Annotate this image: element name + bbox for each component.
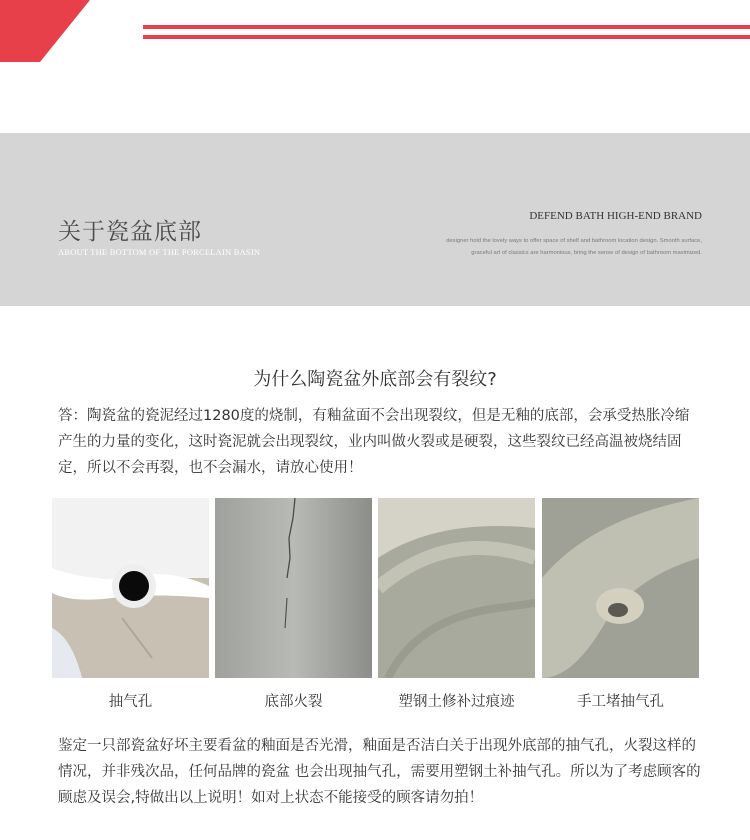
- brand-name: DEFEND BATH HIGH-END BRAND: [529, 210, 702, 222]
- photo-caption: 底部火裂: [264, 694, 323, 710]
- disclaimer-note: 鉴定一只部瓷盆好坏主要看盆的釉面是否光滑，釉面是否洁白关于出现外底部的抽气孔，火裂这样的情况，并非残次品，任何品牌的瓷盆 也会出现抽气孔，需要用塑钢土补抽气孔。所以为了考虑顾客的顾虑及误会,特做出以上说明！如对上状态不能接受的顾客请勿拍！: [58, 738, 701, 806]
- photo-gallery: [52, 498, 700, 678]
- banner-title: 关于瓷盆底部: [58, 219, 202, 245]
- photo-caption: 塑钢土修补过痕迹: [398, 694, 515, 710]
- photo-repair-trace: [378, 498, 535, 678]
- faq-question: 为什么陶瓷盆外底部会有裂纹?: [253, 369, 497, 390]
- photo-vent-hole: [52, 498, 209, 678]
- red-corner-decoration: [0, 0, 90, 62]
- photo-plugged-vent: [542, 498, 699, 678]
- banner-subtitle: ABOUT THE BOTTOM OF THE PORCELAIN BASIN: [58, 247, 261, 257]
- brand-description-line: designer hold the lovely ways to offer space of shelf and bathroom location design. Smooth surface,: [446, 238, 702, 244]
- photo-caption: 抽气孔: [108, 694, 153, 710]
- photo-caption: 手工堵抽气孔: [577, 694, 664, 710]
- brand-description-line: graceful art of classics are harmonious, bring the sense of design of bathroom maximized.: [471, 250, 702, 256]
- faq-answer: 答：陶瓷盆的瓷泥经过1280度的烧制，有釉盆面不会出现裂纹，但是无釉的底部，会承受热胀冷缩产生的力量的变化，这时瓷泥就会出现裂纹，业内叫做火裂或是硬裂，这些裂纹已经高温被烧结固定，所以不会再裂，也不会漏水，请放心使用！: [58, 408, 690, 476]
- header-double-line: [143, 25, 750, 41]
- photo-bottom-crack: [215, 498, 372, 678]
- brand-description: [372, 235, 702, 259]
- section-banner: [0, 133, 750, 306]
